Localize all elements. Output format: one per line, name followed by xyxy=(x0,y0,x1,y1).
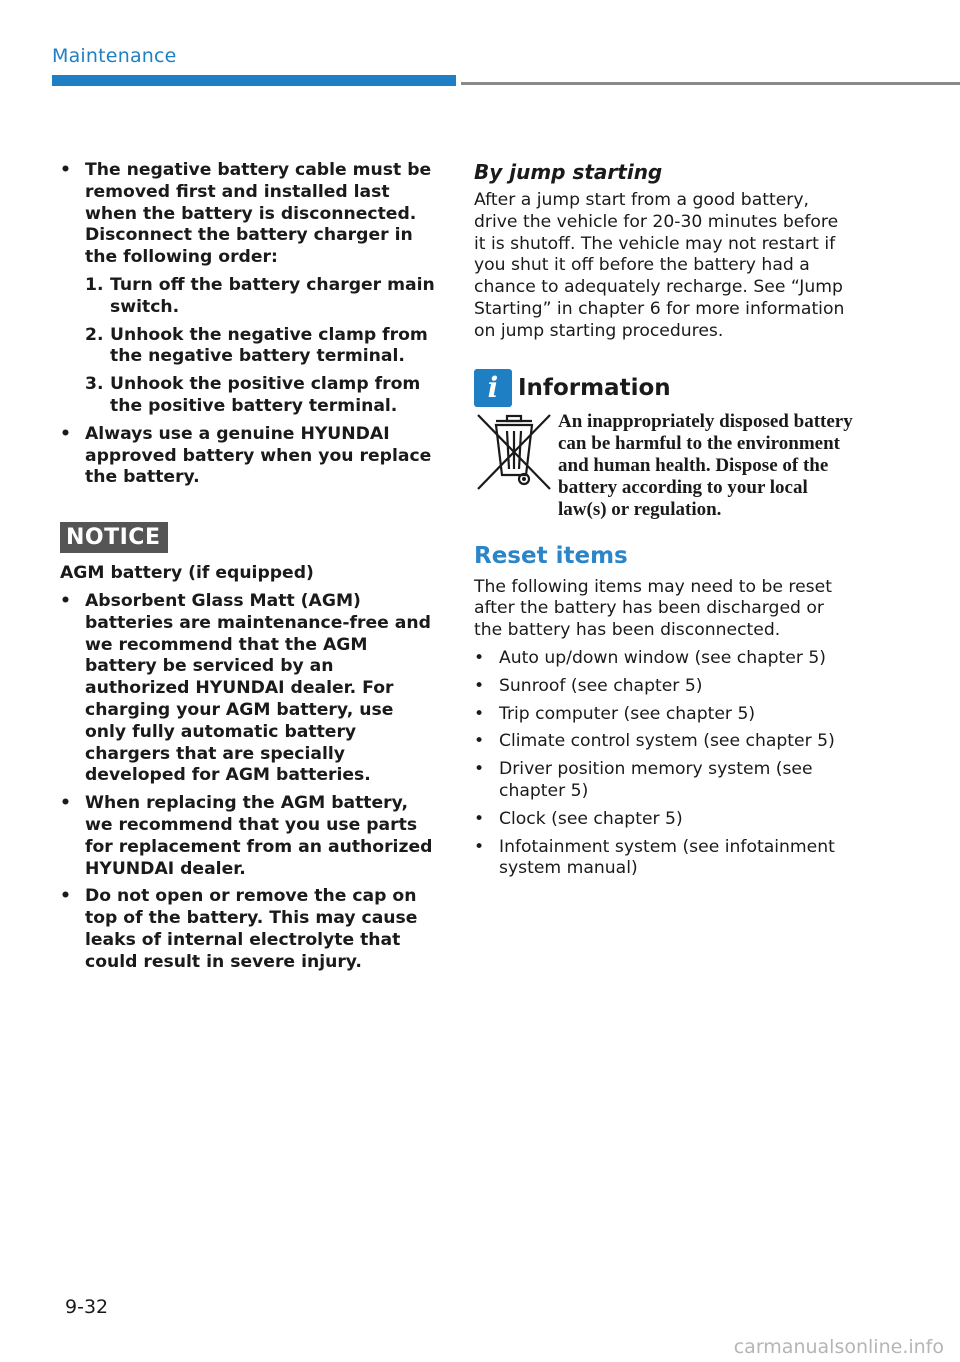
section-header-title: Maintenance xyxy=(52,45,177,67)
step-text: Unhook the negative clamp from the negative battery terminal. xyxy=(110,324,428,367)
left-column xyxy=(60,160,440,980)
bullet-text: Do not open or remove the cap on top of the battery. This may cause leaks of internal electrolyte that could result in severe injury. xyxy=(85,886,418,972)
bullet-item xyxy=(60,793,440,880)
information-title: Information xyxy=(518,374,671,401)
bullet-item xyxy=(60,160,440,418)
notice-label: NOTICE xyxy=(60,522,168,553)
agm-title: AGM battery (if equipped) xyxy=(60,563,314,584)
list-item xyxy=(474,759,854,803)
list-item-text: Trip computer (see chapter 5) xyxy=(499,703,756,724)
crossed-out-bin-icon xyxy=(474,411,554,495)
step-number: 2. xyxy=(85,324,104,345)
page-number: 9-32 xyxy=(65,1296,109,1318)
list-item-text: Driver position memory system (see chapter 5) xyxy=(499,759,813,801)
step-text: Turn off the battery charger main switch. xyxy=(110,274,435,317)
list-item xyxy=(474,648,854,670)
list-item-text: Climate control system (see chapter 5) xyxy=(499,731,835,752)
list-item-text: Clock (see chapter 5) xyxy=(499,808,683,829)
information-header xyxy=(474,369,854,407)
right-column xyxy=(474,160,854,880)
bullet-text: When replacing the AGM battery, we recommend that you use parts for replacement from an authorized HYUNDAI dealer. xyxy=(85,793,433,879)
list-item xyxy=(474,676,854,698)
list-item xyxy=(474,704,854,726)
info-icon: i xyxy=(474,369,512,407)
list-item-text: Sunroof (see chapter 5) xyxy=(499,675,703,696)
header-accent-bar xyxy=(52,75,456,86)
step-item xyxy=(85,275,440,319)
step-list xyxy=(85,275,440,418)
list-item xyxy=(474,809,854,831)
list-item-text: Auto up/down window (see chapter 5) xyxy=(499,647,827,668)
reset-intro: The following items may need to be reset after the battery has been discharged or the battery has been disconnected. xyxy=(474,576,832,641)
step-number: 3. xyxy=(85,374,104,395)
jump-start-text: After a jump start from a good battery, drive the vehicle for 20-30 minutes before it is shutoff. The vehicle may not restart if you shut it off before the battery had a chance to adequately recharge. See “Jump Starting” in chapter 6 for more information on jump starting procedures. xyxy=(474,190,845,341)
information-text: An inappropriately disposed battery can be harmful to the environment and human health. Dispose of the battery according to your local law(s) or regulation. xyxy=(558,410,853,520)
bullet-text: The negative battery cable must be removed first and installed last when the battery is disconnected. Disconnect the battery charger in the following order: xyxy=(85,160,432,268)
watermark[interactable]: carmanualsonline.info xyxy=(733,1336,944,1358)
step-item xyxy=(85,325,440,369)
step-text: Unhook the positive clamp from the positive battery terminal. xyxy=(110,374,421,416)
list-item-text: Infotainment system (see infotainment system manual) xyxy=(499,836,835,879)
step-number: 1. xyxy=(85,274,104,295)
list-item xyxy=(474,731,854,753)
jump-start-title: By jump starting xyxy=(474,160,663,184)
information-body xyxy=(474,411,854,521)
header-rule xyxy=(461,82,960,85)
list-item xyxy=(474,837,854,881)
bullet-text: Absorbent Glass Matt (AGM) batteries are maintenance-free and we recommend that the AGM battery be serviced by an authorized HYUNDAI dealer. For charging your AGM battery, use only fully automatic battery chargers that are specially developed for AGM batteries. xyxy=(85,590,431,786)
bullet-item xyxy=(60,424,440,489)
step-item xyxy=(85,374,440,418)
bullet-item xyxy=(60,886,440,973)
reset-items-title: Reset items xyxy=(474,542,628,569)
bullet-text: Always use a genuine HYUNDAI approved battery when you replace the battery. xyxy=(85,423,432,488)
bullet-item xyxy=(60,591,440,787)
